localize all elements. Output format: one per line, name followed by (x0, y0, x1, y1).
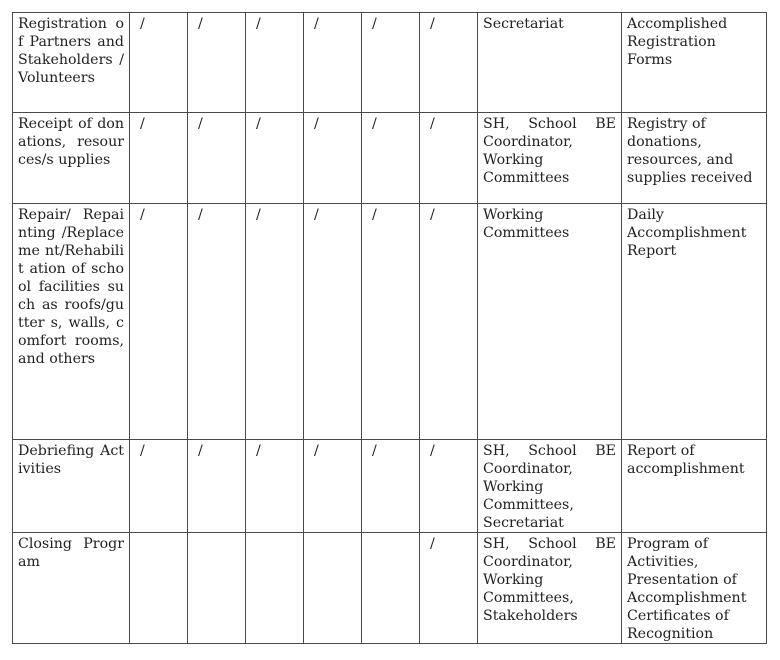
check-mark: / (420, 113, 478, 204)
output-cell: Registry of donations, resources, and supplies received (622, 113, 767, 204)
check-mark: / (304, 113, 362, 204)
check-mark: / (130, 13, 188, 113)
table-row (13, 113, 767, 204)
check-mark: / (246, 13, 304, 113)
check-mark: / (246, 440, 304, 533)
check-mark: / (304, 440, 362, 533)
activity-cell: Registration of Partners and Stakeholders / Volunteers (13, 13, 130, 113)
check-mark: / (362, 440, 420, 533)
activity-cell: Receipt of donations, resources/s upplies (13, 113, 130, 204)
check-mark: / (362, 113, 420, 204)
responsible-cell: Secretariat (478, 13, 622, 113)
table-row (13, 440, 767, 533)
check-mark: / (188, 440, 246, 533)
check-mark: / (304, 13, 362, 113)
responsible-cell: SH, School BE Coordinator, Working Committees, Secretariat (478, 440, 622, 533)
schedule-table-page (12, 12, 767, 644)
activity-schedule-table (12, 12, 767, 644)
check-mark: / (130, 440, 188, 533)
check-mark: / (188, 113, 246, 204)
check-mark: / (188, 13, 246, 113)
check-mark: / (420, 13, 478, 113)
check-mark: / (420, 204, 478, 440)
check-mark: / (420, 440, 478, 533)
check-mark (304, 533, 362, 644)
check-mark: / (188, 204, 246, 440)
check-mark (188, 533, 246, 644)
check-mark: / (246, 113, 304, 204)
check-mark: / (246, 204, 304, 440)
responsible-cell: Working Committees (478, 204, 622, 440)
check-mark (362, 533, 420, 644)
output-cell: Program of Activities, Presentation of Accomplishment Certificates of Recognition (622, 533, 767, 644)
activity-cell: Debriefing Activities (13, 440, 130, 533)
table-row (13, 13, 767, 113)
output-cell: Accomplished Registration Forms (622, 13, 767, 113)
activity-cell: Closing Program (13, 533, 130, 644)
check-mark: / (362, 13, 420, 113)
responsible-cell: SH, School BE Coordinator, Working Committees (478, 113, 622, 204)
output-cell: Report of accomplishment (622, 440, 767, 533)
check-mark: / (362, 204, 420, 440)
output-cell: Daily Accomplishment Report (622, 204, 767, 440)
activity-cell: Repair/ Repainting /Replaceme nt/Rehabilit ation of school facilities such as roofs/gutter s, walls, comfort rooms, and others (13, 204, 130, 440)
check-mark: / (420, 533, 478, 644)
check-mark: / (130, 113, 188, 204)
check-mark: / (130, 204, 188, 440)
table-row (13, 204, 767, 440)
check-mark: / (304, 204, 362, 440)
responsible-cell: SH, School BE Coordinator, Working Committees, Stakeholders (478, 533, 622, 644)
check-mark (130, 533, 188, 644)
table-row (13, 533, 767, 644)
check-mark (246, 533, 304, 644)
